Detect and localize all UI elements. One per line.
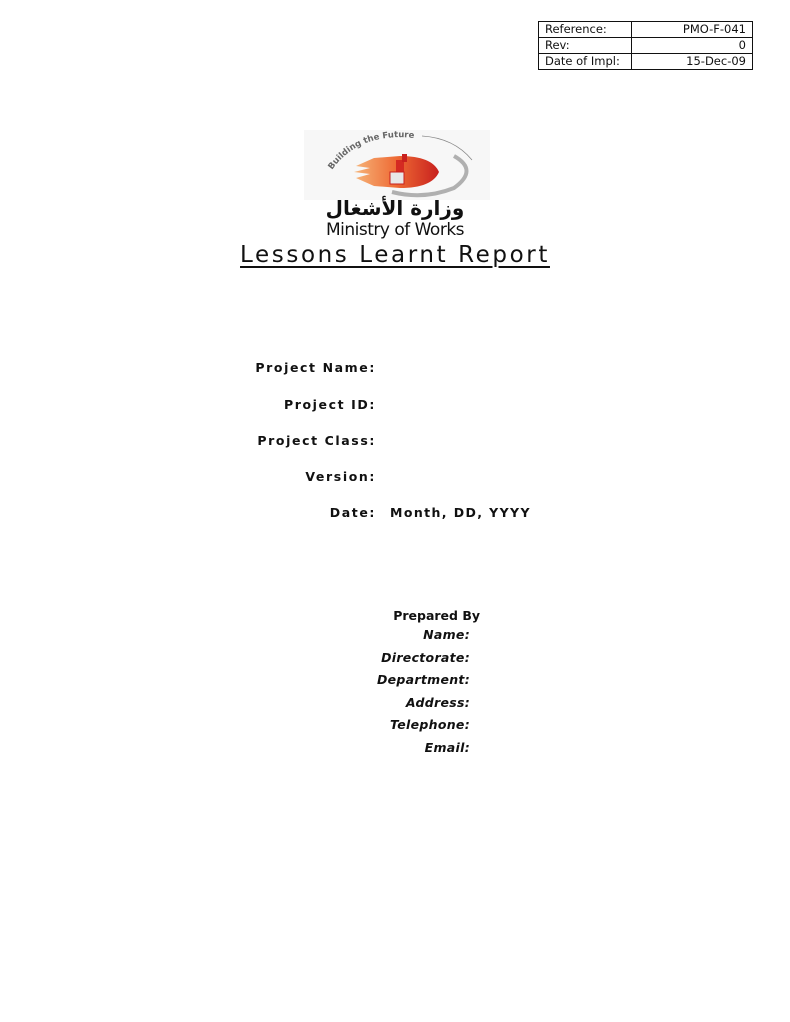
prepared-name-label: Name: — [423, 627, 470, 642]
prepared-by-heading: Prepared By — [393, 608, 480, 623]
document-title — [0, 242, 790, 268]
revision-label: Rev: — [539, 38, 632, 54]
project-name-row — [200, 360, 600, 376]
svg-text:Building the Future: Building the Future — [326, 130, 415, 172]
date-label: Date: — [329, 505, 376, 520]
project-id-row — [200, 397, 600, 413]
prepared-address-label: Address: — [405, 695, 470, 710]
version-row — [200, 469, 600, 485]
project-class-label: Project Class: — [257, 433, 376, 448]
project-id-label: Project ID: — [283, 397, 376, 412]
version-label: Version: — [305, 469, 376, 484]
prepared-directorate-label: Directorate: — [381, 650, 470, 665]
ministry-logo — [304, 130, 490, 200]
date-of-impl-value: 15-Dec-09 — [632, 54, 753, 70]
revision-row — [539, 38, 753, 54]
date-row — [200, 505, 600, 521]
ministry-name-english: Ministry of Works — [325, 220, 465, 240]
prepared-telephone-label: Telephone: — [390, 717, 470, 732]
date-of-impl-row — [539, 54, 753, 70]
date-value[interactable]: Month, DD, YYYY — [390, 505, 531, 520]
document-reference-table — [538, 21, 753, 70]
ministry-emblem-icon — [304, 130, 490, 200]
reference-value: PMO-F-041 — [632, 22, 753, 38]
reference-label: Reference: — [539, 22, 632, 38]
prepared-department-label: Department: — [376, 672, 470, 687]
prepared-email-label: Email: — [424, 740, 470, 755]
date-of-impl-label: Date of Impl: — [539, 54, 632, 70]
project-class-row — [200, 433, 600, 449]
document-title-text: Lessons Learnt Report — [240, 242, 550, 268]
reference-row — [539, 22, 753, 38]
ministry-name-arabic: وزارة الأشغال — [325, 196, 465, 220]
revision-value: 0 — [632, 38, 753, 54]
project-name-label: Project Name: — [255, 360, 376, 375]
